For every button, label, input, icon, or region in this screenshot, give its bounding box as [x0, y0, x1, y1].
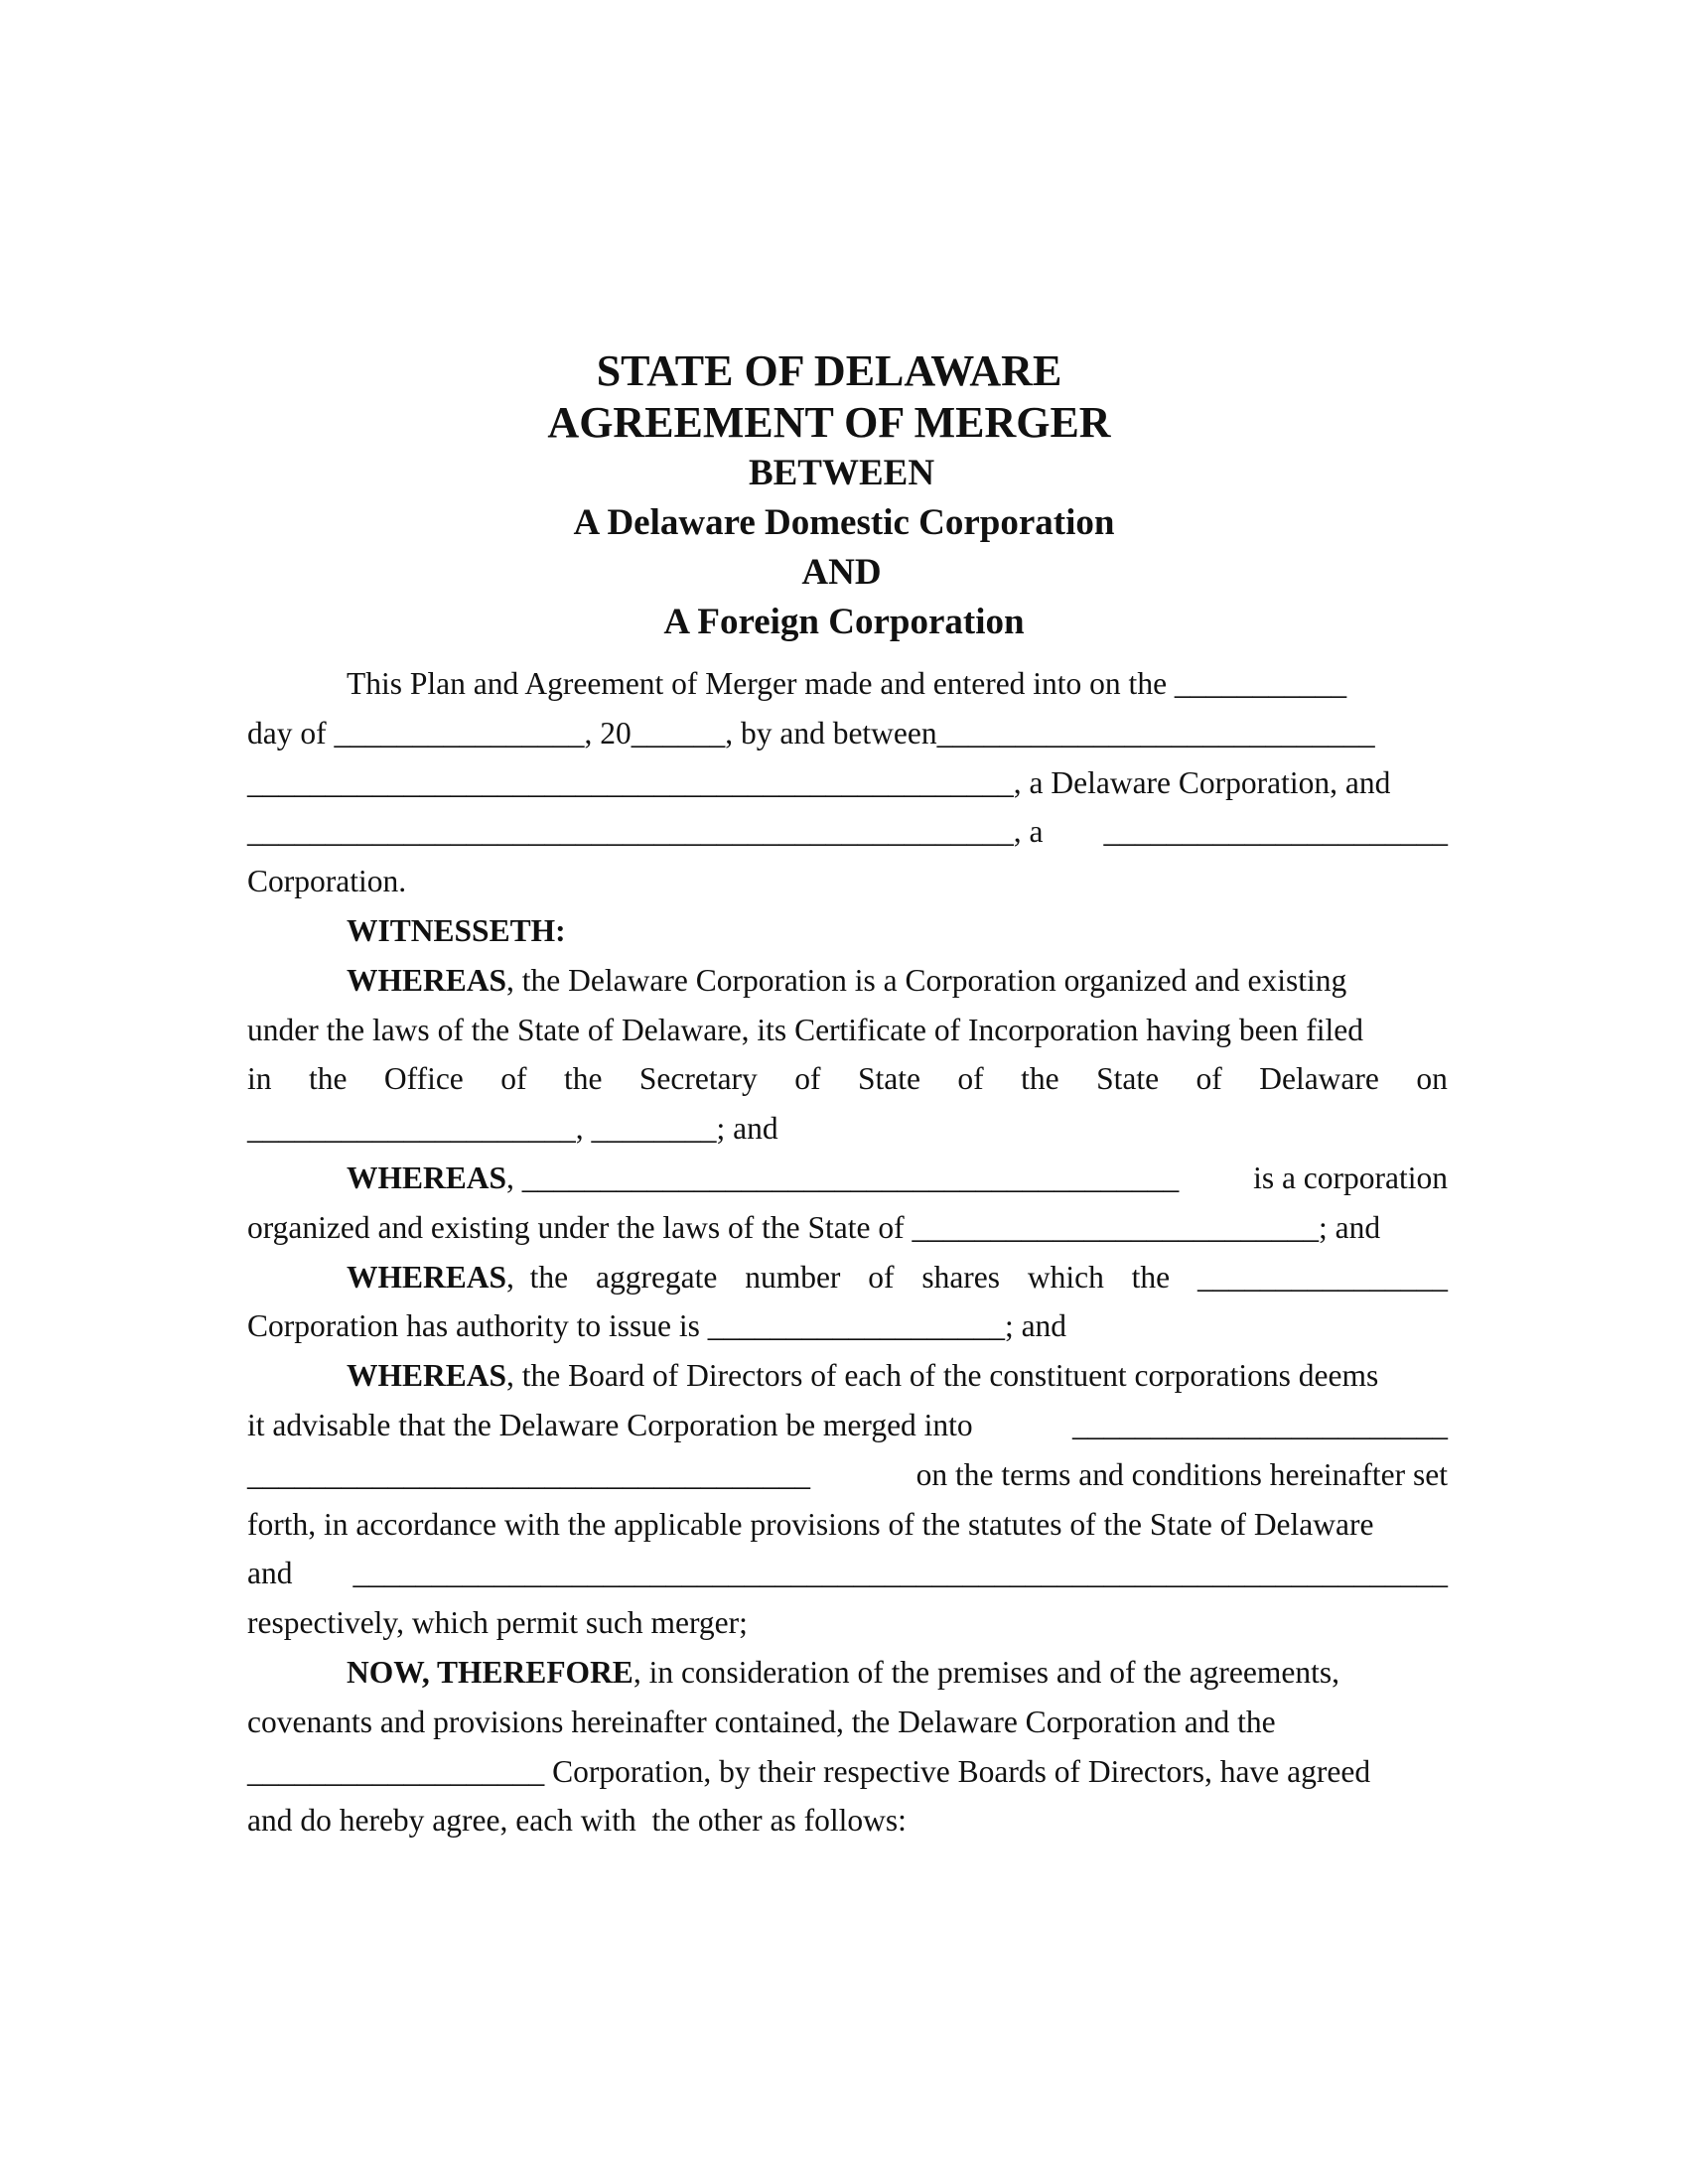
now-therefore-text-1: , in consideration of the premises and of the agreements, [633, 1654, 1339, 1690]
title-foreign-corporation: A Foreign Corporation [663, 602, 1025, 642]
now-therefore-line-2 [247, 1698, 1448, 1747]
whereas4-text-4: forth, in accordance with the applicable provisions of the statutes of the State of Delaware [247, 1506, 1374, 1542]
whereas4-line-1 [247, 1351, 1448, 1401]
whereas1-line-3-word: Delaware [1259, 1061, 1379, 1097]
whereas4-text-2b: ________________________ [1072, 1407, 1448, 1442]
whereas1-line-3-word: State [1096, 1061, 1160, 1097]
title-agreement: AGREEMENT OF MERGER [547, 398, 1111, 447]
now-therefore-text-4: and do hereby agree, each with the other as follows: [247, 1803, 907, 1839]
intro-line-1 [247, 659, 1448, 709]
whereas4-line-2 [247, 1401, 1448, 1450]
whereas1-line-3-word: of [500, 1061, 527, 1097]
now-therefore-line-4 [247, 1796, 1448, 1845]
whereas4-text-6: respectively, which permit such merger; [247, 1605, 748, 1641]
witnesseth-heading [247, 906, 1448, 956]
whereas4-line-5 [247, 1549, 1448, 1598]
whereas3-line-1-word: ________________ [1196, 1259, 1448, 1295]
now-therefore-text-2: covenants and provisions hereinafter contained, the Delaware Corporation and the [247, 1704, 1276, 1739]
whereas3-line-1-word: , the [506, 1259, 569, 1295]
title-between: BETWEEN [748, 453, 935, 493]
whereas3-line-1-word: of [868, 1259, 895, 1295]
whereas1-text-4: _____________________, ________; and [247, 1111, 778, 1147]
whereas3-line-1-word: which [1027, 1259, 1104, 1295]
whereas1-line-3-word: on [1416, 1061, 1448, 1097]
whereas1-label: WHEREAS [347, 962, 507, 998]
whereas3-line-1-word: the [1131, 1259, 1171, 1295]
now-therefore-label: NOW, THEREFORE [347, 1654, 633, 1690]
whereas1-line-3-word: in [247, 1061, 272, 1097]
whereas4-line-3 [247, 1450, 1448, 1500]
whereas1-line-3-word: the [308, 1061, 348, 1097]
whereas1-line-3-word: of [1196, 1061, 1222, 1097]
whereas4-text-5a: and [247, 1556, 293, 1591]
whereas4-text-2a: it advisable that the Delaware Corporation be merged into [247, 1407, 973, 1442]
now-therefore-text-3: ___________________ Corporation, by their respective Boards of Directors, have agreed [247, 1753, 1371, 1789]
whereas3-text-2: Corporation has authority to issue is ___________________; and [247, 1308, 1067, 1344]
whereas4-label: WHEREAS [347, 1358, 507, 1394]
whereas3-line-2 [247, 1301, 1448, 1351]
whereas4-line-6 [247, 1598, 1448, 1648]
whereas1-text-1: , the Delaware Corporation is a Corporation organized and existing [506, 962, 1347, 998]
whereas4-text-3a: ____________________________________ [247, 1456, 810, 1492]
document-title-block [0, 345, 1688, 647]
whereas4-text-3b: on the terms and conditions hereinafter set [915, 1456, 1448, 1492]
title-domestic-corporation: A Delaware Domestic Corporation [573, 502, 1115, 543]
intro-line-4 [247, 807, 1448, 857]
intro-line-5 [247, 857, 1448, 906]
whereas1-line-3-word: the [563, 1061, 603, 1097]
whereas2-text-2: organized and existing under the laws of the State of __________________________; and [247, 1209, 1381, 1245]
now-therefore-line-3 [247, 1747, 1448, 1797]
whereas4-text-1: , the Board of Directors of each of the constituent corporations deems [506, 1358, 1379, 1394]
whereas1-line-3-word: Office [383, 1061, 464, 1097]
intro-text-5: Corporation. [247, 864, 407, 899]
whereas1-line-2 [247, 1006, 1448, 1055]
whereas1-line-3-word: State [857, 1061, 920, 1097]
whereas2-label: WHEREAS [347, 1160, 507, 1195]
intro-text-3: _________________________________________________, a Delaware Corporation, and [247, 764, 1391, 800]
whereas3-line-1-word: aggregate [595, 1259, 718, 1295]
whereas4-text-5b: ______________________________________________________________________ [352, 1556, 1448, 1591]
whereas1-text-2: under the laws of the State of Delaware, its Certificate of Incorporation having been filed [247, 1012, 1363, 1047]
whereas1-line-3 [247, 1054, 1448, 1104]
whereas3-line-1 [247, 1253, 1448, 1302]
whereas1-line-3-word: the [1021, 1061, 1059, 1097]
title-state: STATE OF DELAWARE [596, 346, 1062, 395]
now-therefore-line-1 [247, 1648, 1448, 1698]
whereas2-line-2 [247, 1203, 1448, 1253]
intro-line-2 [247, 709, 1448, 758]
document-body [247, 659, 1448, 1845]
intro-text-4b: ______________________ [1103, 814, 1448, 850]
whereas1-line-3-word: of [957, 1061, 984, 1097]
whereas3-line-1-word: number [745, 1259, 841, 1295]
intro-text-2: day of ________________, 20______, by and between____________________________ [247, 715, 1375, 751]
whereas3-label: WHEREAS [347, 1259, 507, 1295]
witnesseth-text: WITNESSETH: [347, 912, 566, 948]
intro-text-1: This Plan and Agreement of Merger made and entered into on the ___________ [347, 666, 1347, 701]
whereas2-text-1a: , __________________________________________ [506, 1160, 1180, 1195]
whereas1-line-4 [247, 1104, 1448, 1154]
whereas1-line-3-word: of [794, 1061, 821, 1097]
whereas1-line-3-word: Secretary [638, 1061, 758, 1097]
whereas3-line-1-word: shares [921, 1259, 1001, 1295]
whereas2-text-1b: is a corporation [1253, 1160, 1448, 1195]
whereas2-line-1 [247, 1154, 1448, 1203]
intro-text-4a: _________________________________________________, a [247, 814, 1044, 850]
whereas1-line-1 [247, 956, 1448, 1006]
title-and: AND [801, 552, 882, 593]
intro-line-3 [247, 758, 1448, 808]
whereas4-line-4 [247, 1500, 1448, 1550]
